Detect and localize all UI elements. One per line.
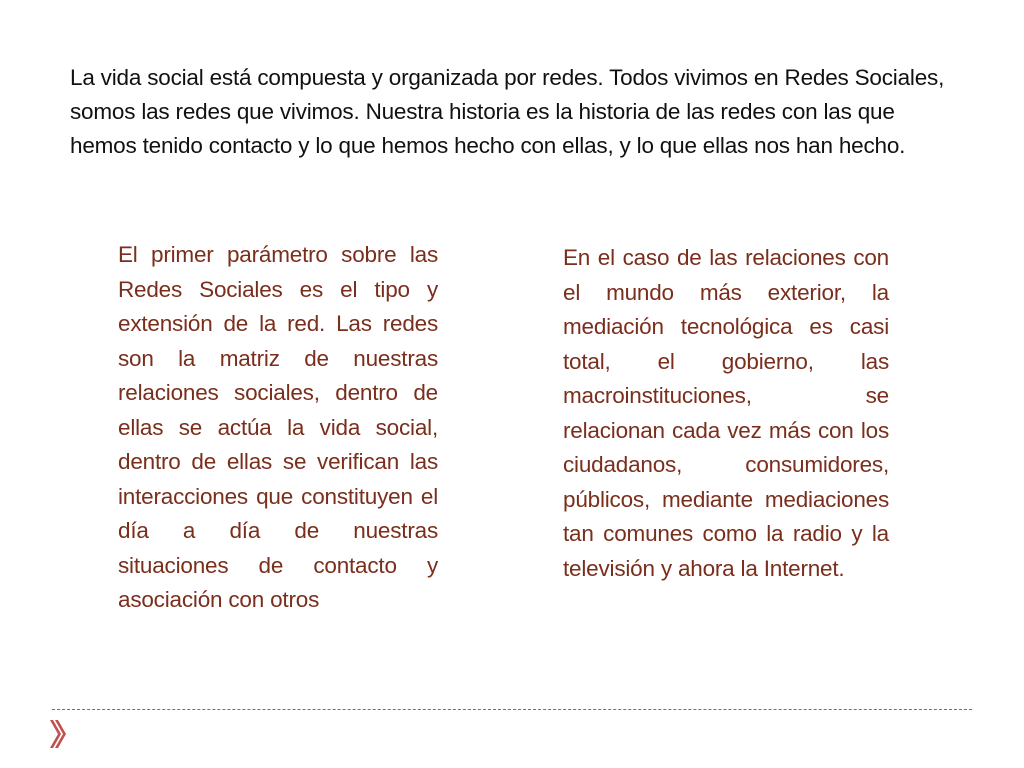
double-chevron-right-icon [50,720,66,748]
right-column-text: En el caso de las relaciones con el mundo más exterior, la mediación tecnológica es casi total, el gobierno, las macroinstituciones, se relacionan cada vez más con los ciudadanos, consumidores, públicos, mediante mediaciones tan comunes como la radio y la televisión y ahora la Internet. [563,245,889,581]
footer-divider [52,709,972,710]
intro-paragraph: La vida social está compuesta y organizada por redes. Todos vivimos en Redes Sociales, somos las redes que vivimos. Nuestra historia es la historia de las redes con las que hemos tenido contacto y lo que hemos hecho con ellas, y lo que ellas nos han hecho. [70,65,945,158]
left-column-text: El primer parámetro sobre las Redes Sociales es el tipo y extensión de la red. Las redes son la matriz de nuestras relaciones sociales, dentro de ellas se actúa la vida social, dentro de ellas se verifican las interacciones que constituyen el día a día de nuestras situaciones de contacto y asociación con otros [118,242,438,612]
